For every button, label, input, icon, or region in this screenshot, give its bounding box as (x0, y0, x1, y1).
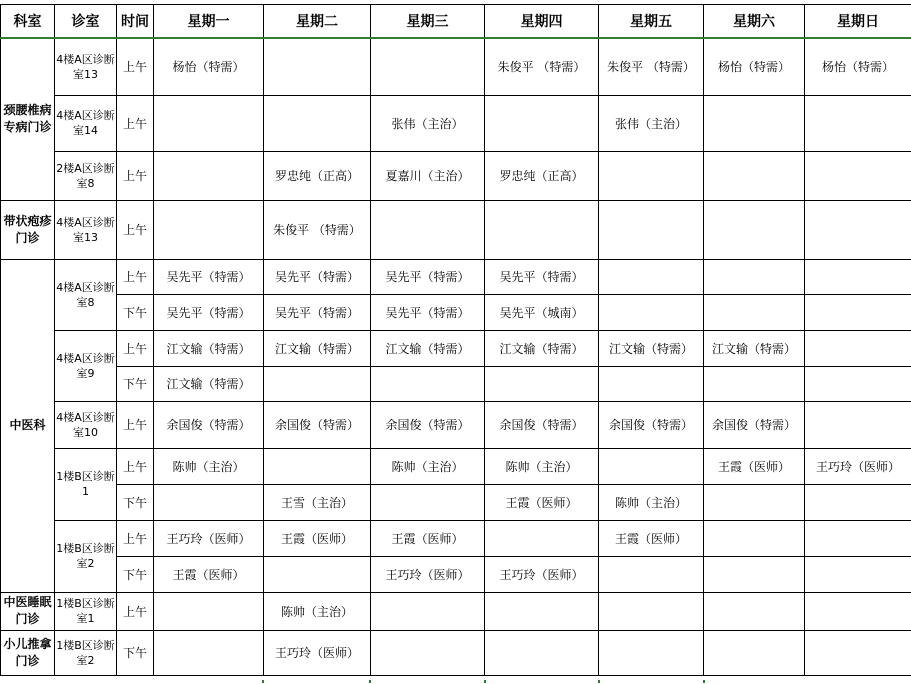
schedule-cell-sunday[interactable] (805, 592, 911, 630)
time-cell[interactable]: 下午 (117, 556, 154, 592)
schedule-cell-wednesday[interactable]: 张伟（主治） (371, 95, 485, 151)
schedule-cell-saturday[interactable]: 王霞（医师） (704, 448, 805, 484)
schedule-cell-thursday[interactable]: 王霞（医师） (485, 484, 599, 520)
time-cell[interactable]: 上午 (117, 592, 154, 630)
table-row (1, 294, 911, 330)
department-cell[interactable]: 颈腰椎病专病门诊 (1, 38, 55, 200)
schedule-cell-saturday[interactable]: 江文输（特需） (704, 330, 805, 366)
schedule-cell-monday[interactable] (154, 95, 264, 151)
schedule-cell-friday[interactable]: 江文输（特需） (599, 330, 704, 366)
schedule-cell-thursday[interactable]: 吴先平（特需） (485, 259, 599, 294)
schedule-cell-friday[interactable] (599, 294, 704, 330)
schedule-cell-thursday[interactable] (485, 95, 599, 151)
room-cell[interactable]: 4楼A区诊断室13 (55, 38, 117, 95)
schedule-cell-tuesday[interactable]: 王巧玲（医师） (264, 630, 371, 675)
schedule-table (0, 4, 911, 676)
room-cell[interactable]: 4楼A区诊断室10 (55, 401, 117, 448)
schedule-cell-tuesday[interactable] (264, 366, 371, 401)
cell-handle-mark (598, 680, 600, 683)
schedule-cell-tuesday[interactable]: 王雪（主治） (264, 484, 371, 520)
table-row (1, 520, 911, 556)
schedule-cell-tuesday[interactable]: 吴先平（特需） (264, 259, 371, 294)
schedule-cell-sunday[interactable]: 杨怡（特需） (805, 38, 911, 95)
schedule-cell-monday[interactable]: 吴先平（特需） (154, 294, 264, 330)
schedule-cell-sunday[interactable] (805, 401, 911, 448)
cell-handle-mark (369, 680, 371, 683)
schedule-cell-saturday[interactable] (704, 259, 805, 294)
department-cell[interactable]: 中医睡眠门诊 (1, 592, 55, 630)
schedule-cell-monday[interactable] (154, 592, 264, 630)
schedule-cell-wednesday[interactable] (371, 630, 485, 675)
schedule-cell-sunday[interactable] (805, 294, 911, 330)
schedule-cell-tuesday[interactable]: 王霞（医师） (264, 520, 371, 556)
room-cell[interactable]: 4楼A区诊断室13 (55, 200, 117, 259)
department-cell[interactable]: 中医科 (1, 259, 55, 592)
schedule-cell-saturday[interactable] (704, 200, 805, 259)
schedule-cell-saturday[interactable]: 余国俊（特需） (704, 401, 805, 448)
schedule-cell-monday[interactable]: 陈帅（主治） (154, 448, 264, 484)
schedule-cell-wednesday[interactable] (371, 592, 485, 630)
schedule-cell-wednesday[interactable] (371, 200, 485, 259)
time-cell[interactable]: 上午 (117, 259, 154, 294)
schedule-cell-tuesday[interactable] (264, 448, 371, 484)
schedule-cell-monday[interactable]: 江文输（特需） (154, 330, 264, 366)
schedule-cell-thursday[interactable]: 罗忠纯（正高） (485, 151, 599, 200)
schedule-cell-friday[interactable]: 朱俊平 （特需） (599, 38, 704, 95)
schedule-cell-sunday[interactable] (805, 95, 911, 151)
schedule-cell-thursday[interactable]: 王巧玲（医师） (485, 556, 599, 592)
table-row (1, 95, 911, 151)
table-row (1, 38, 911, 95)
table-row (1, 259, 911, 294)
time-cell[interactable]: 上午 (117, 151, 154, 200)
room-cell[interactable]: 4楼A区诊断室8 (55, 259, 117, 330)
schedule-cell-wednesday[interactable] (371, 38, 485, 95)
schedule-cell-tuesday[interactable]: 吴先平（特需） (264, 294, 371, 330)
schedule-cell-monday[interactable]: 江文输（特需） (154, 366, 264, 401)
room-cell[interactable]: 2楼A区诊断室8 (55, 151, 117, 200)
schedule-cell-saturday[interactable] (704, 151, 805, 200)
table-row (1, 200, 911, 259)
schedule-cell-saturday[interactable] (704, 630, 805, 675)
table-row (1, 630, 911, 675)
table-row (1, 592, 911, 630)
schedule-cell-wednesday[interactable]: 王巧玲（医师） (371, 556, 485, 592)
schedule-cell-thursday[interactable] (485, 366, 599, 401)
time-cell[interactable]: 上午 (117, 401, 154, 448)
time-cell[interactable]: 上午 (117, 330, 154, 366)
schedule-cell-sunday[interactable]: 王巧玲（医师） (805, 448, 911, 484)
schedule-cell-saturday[interactable] (704, 95, 805, 151)
schedule-cell-sunday[interactable] (805, 556, 911, 592)
room-cell[interactable]: 1楼B区诊断1 (55, 448, 117, 520)
header-tuesday: 星期二 (264, 5, 371, 39)
time-cell[interactable]: 上午 (117, 520, 154, 556)
table-row (1, 401, 911, 448)
schedule-cell-saturday[interactable] (704, 556, 805, 592)
schedule-cell-tuesday[interactable]: 罗忠纯（正高） (264, 151, 371, 200)
schedule-cell-tuesday[interactable] (264, 95, 371, 151)
schedule-cell-thursday[interactable] (485, 592, 599, 630)
time-cell[interactable]: 下午 (117, 484, 154, 520)
cell-handle-mark (484, 680, 486, 683)
schedule-cell-monday[interactable] (154, 630, 264, 675)
schedule-cell-sunday[interactable] (805, 151, 911, 200)
schedule-cell-thursday[interactable]: 吴先平（城南） (485, 294, 599, 330)
table-row (1, 151, 911, 200)
schedule-cell-wednesday[interactable] (371, 484, 485, 520)
schedule-cell-wednesday[interactable]: 吴先平（特需） (371, 294, 485, 330)
schedule-cell-monday[interactable] (154, 151, 264, 200)
schedule-cell-tuesday[interactable] (264, 38, 371, 95)
schedule-cell-sunday[interactable] (805, 520, 911, 556)
schedule-cell-saturday[interactable] (704, 520, 805, 556)
schedule-cell-thursday[interactable] (485, 520, 599, 556)
schedule-cell-tuesday[interactable] (264, 556, 371, 592)
schedule-cell-monday[interactable] (154, 200, 264, 259)
cell-handle-mark (703, 680, 705, 683)
table-row (1, 556, 911, 592)
header-time: 时间 (117, 5, 154, 39)
schedule-cell-wednesday[interactable]: 江文输（特需） (371, 330, 485, 366)
table-row (1, 330, 911, 366)
schedule-body (1, 38, 911, 675)
schedule-cell-sunday[interactable] (805, 259, 911, 294)
time-cell[interactable]: 上午 (117, 38, 154, 95)
room-cell[interactable]: 1楼B区诊断室1 (55, 592, 117, 630)
table-row (1, 448, 911, 484)
department-cell[interactable]: 小儿推拿门诊 (1, 630, 55, 675)
schedule-cell-thursday[interactable] (485, 200, 599, 259)
schedule-cell-sunday[interactable] (805, 630, 911, 675)
schedule-cell-thursday[interactable]: 江文输（特需） (485, 330, 599, 366)
schedule-cell-tuesday[interactable]: 陈帅（主治） (264, 592, 371, 630)
schedule-cell-wednesday[interactable]: 陈帅（主治） (371, 448, 485, 484)
cell-handle-mark (262, 680, 264, 683)
schedule-cell-friday[interactable] (599, 259, 704, 294)
room-cell[interactable]: 4楼A区诊断室14 (55, 95, 117, 151)
schedule-cell-wednesday[interactable] (371, 366, 485, 401)
schedule-cell-sunday[interactable] (805, 484, 911, 520)
header-row (1, 5, 911, 39)
schedule-cell-monday[interactable]: 王霞（医师） (154, 556, 264, 592)
schedule-cell-wednesday[interactable]: 王霞（医师） (371, 520, 485, 556)
table-row (1, 366, 911, 401)
room-cell[interactable]: 4楼A区诊断室9 (55, 330, 117, 401)
header-department: 科室 (1, 5, 55, 39)
schedule-cell-friday[interactable] (599, 592, 704, 630)
schedule-cell-friday[interactable] (599, 200, 704, 259)
time-cell[interactable]: 下午 (117, 630, 154, 675)
schedule-cell-sunday[interactable] (805, 200, 911, 259)
schedule-cell-tuesday[interactable]: 余国俊（特需） (264, 401, 371, 448)
schedule-cell-friday[interactable]: 陈帅（主治） (599, 484, 704, 520)
schedule-cell-friday[interactable] (599, 151, 704, 200)
room-cell[interactable]: 1楼B区诊断室2 (55, 630, 117, 675)
header-sunday: 星期日 (805, 5, 911, 39)
schedule-cell-saturday[interactable] (704, 366, 805, 401)
time-cell[interactable]: 上午 (117, 448, 154, 484)
schedule-cell-friday[interactable] (599, 366, 704, 401)
schedule-cell-tuesday[interactable]: 朱俊平 （特需） (264, 200, 371, 259)
schedule-cell-monday[interactable]: 杨怡（特需） (154, 38, 264, 95)
schedule-cell-wednesday[interactable]: 吴先平（特需） (371, 259, 485, 294)
table-row (1, 484, 911, 520)
time-cell[interactable]: 上午 (117, 95, 154, 151)
schedule-cell-monday[interactable]: 吴先平（特需） (154, 259, 264, 294)
schedule-cell-wednesday[interactable]: 夏嘉川（主治） (371, 151, 485, 200)
schedule-cell-monday[interactable]: 余国俊（特需） (154, 401, 264, 448)
schedule-cell-friday[interactable]: 余国俊（特需） (599, 401, 704, 448)
schedule-cell-thursday[interactable]: 朱俊平 （特需） (485, 38, 599, 95)
header-thursday: 星期四 (485, 5, 599, 39)
schedule-cell-saturday[interactable] (704, 484, 805, 520)
schedule-cell-friday[interactable] (599, 448, 704, 484)
header-monday: 星期一 (154, 5, 264, 39)
time-cell[interactable]: 上午 (117, 200, 154, 259)
schedule-cell-thursday[interactable]: 余国俊（特需） (485, 401, 599, 448)
department-cell[interactable]: 带状疱疹门诊 (1, 200, 55, 259)
schedule-cell-thursday[interactable] (485, 630, 599, 675)
header-room: 诊室 (55, 5, 117, 39)
schedule-cell-wednesday[interactable]: 余国俊（特需） (371, 401, 485, 448)
schedule-cell-saturday[interactable] (704, 592, 805, 630)
schedule-cell-sunday[interactable] (805, 330, 911, 366)
time-cell[interactable]: 下午 (117, 366, 154, 401)
schedule-cell-friday[interactable] (599, 630, 704, 675)
schedule-cell-friday[interactable]: 王霞（医师） (599, 520, 704, 556)
schedule-cell-tuesday[interactable]: 江文输（特需） (264, 330, 371, 366)
room-cell[interactable]: 1楼B区诊断室2 (55, 520, 117, 592)
schedule-cell-friday[interactable]: 张伟（主治） (599, 95, 704, 151)
schedule-cell-monday[interactable] (154, 484, 264, 520)
schedule-cell-saturday[interactable] (704, 294, 805, 330)
time-cell[interactable]: 下午 (117, 294, 154, 330)
schedule-cell-friday[interactable] (599, 556, 704, 592)
header-wednesday: 星期三 (371, 5, 485, 39)
schedule-cell-thursday[interactable]: 陈帅（主治） (485, 448, 599, 484)
schedule-cell-monday[interactable]: 王巧玲（医师） (154, 520, 264, 556)
header-saturday: 星期六 (704, 5, 805, 39)
header-friday: 星期五 (599, 5, 704, 39)
schedule-cell-saturday[interactable]: 杨怡（特需） (704, 38, 805, 95)
schedule-cell-sunday[interactable] (805, 366, 911, 401)
